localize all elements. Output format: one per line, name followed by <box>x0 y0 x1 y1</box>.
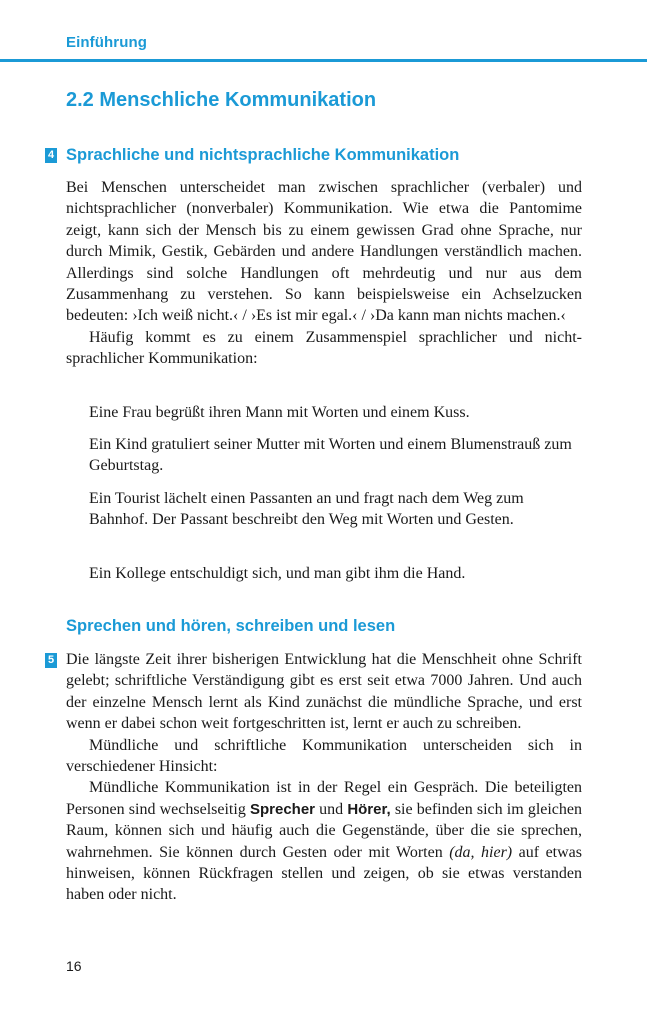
subheading-verbal-nonverbal: Sprachliche und nichtsprachliche Kommunikation <box>66 146 460 164</box>
paragraph: Mündliche und schriftliche Kommunikation unterscheiden sich in verschiedener Hinsicht: <box>66 736 582 776</box>
paragraph: Häufig kommt es zu einem Zusammenspiel sprachlicher und nichtsprachlicher Kommunikation: <box>66 328 582 368</box>
paragraph: Bei Menschen unterscheidet man zwischen sprachlicher (verbaler) und nichtsprachlicher (nonverbaler) Kommunikation. Wie etwa die Pantomime zeigt, kann sich der Mensch bis zu einem gewissen Grad ohne Sprache, nur durch Mimik, Gestik, Gebärden und andere Handlungen verständlich machen. Allerdings sind solche Handlungen oft mehrdeutig und nur aus dem Zusammenhang zu verstehen. So kann beispielsweise ein Achselzucken bedeuten: ›Ich weiß nicht.‹ / ›Es ist mir egal.‹ / ›Da kann man nichts machen.‹ <box>66 179 582 325</box>
text-run: Mündliche Kommunikation ist in der Regel ein Gespräch. Die beteiligten Personen sind wechselseitig <box>66 779 582 818</box>
example-item: Ein Kollege entschuldigt sich, und man gibt ihm die Hand. <box>89 565 466 582</box>
term-listener: Hörer, <box>347 800 391 818</box>
text-run: sie befinden sich im gleichen Raum, können sich und häufig auch die Gegenstände, über die sie sprechen, wahrnehmen. Sie können durch Gesten oder mit Worten <box>66 800 583 861</box>
page-number: 16 <box>66 958 82 974</box>
example-item: Ein Tourist lächelt einen Passanten an und fragt nach dem Weg zum Bahnhof. Der Passant beschreibt den Weg mit Worten und Gesten. <box>89 490 524 529</box>
text-run: auf etwas hinweisen, können Rückfragen stellen und zeigen, ob sie etwas verstanden haben oder nicht. <box>66 843 582 904</box>
text-block-5 <box>66 649 582 906</box>
text-run: und <box>315 800 348 818</box>
margin-marker-4: 4 <box>45 148 57 163</box>
text-block-4 <box>66 177 582 370</box>
running-head: Einführung <box>66 34 147 51</box>
example-item: Eine Frau begrüßt ihren Mann mit Worten und einem Kuss. <box>89 404 470 421</box>
margin-marker-5: 5 <box>45 653 57 668</box>
paragraph: Die längste Zeit ihrer bisherigen Entwicklung hat die Menschheit ohne Schrift gelebt; schriftliche Verständigung gibt es erst seit etwa 7000 Jahren. Und auch der einzelne Mensch lernt als Kind zunächst die mündliche Sprache, und erst wenn er dabei schon weit fortgeschritten ist, lernt er auch zu schreiben. <box>66 651 582 733</box>
section-title: 2.2 Menschliche Kommunikation <box>66 89 377 111</box>
term-speaker: Sprecher <box>249 800 316 818</box>
header-rule <box>0 59 647 62</box>
subheading-speaking-writing: Sprechen und hören, schreiben und lesen <box>66 617 396 635</box>
example-item: Ein Kind gratuliert seiner Mutter mit Worten und einem Blumenstrauß zum Geburtstag. <box>89 436 572 475</box>
italic-example: (da, hier) <box>449 843 513 861</box>
paragraph <box>66 777 582 905</box>
